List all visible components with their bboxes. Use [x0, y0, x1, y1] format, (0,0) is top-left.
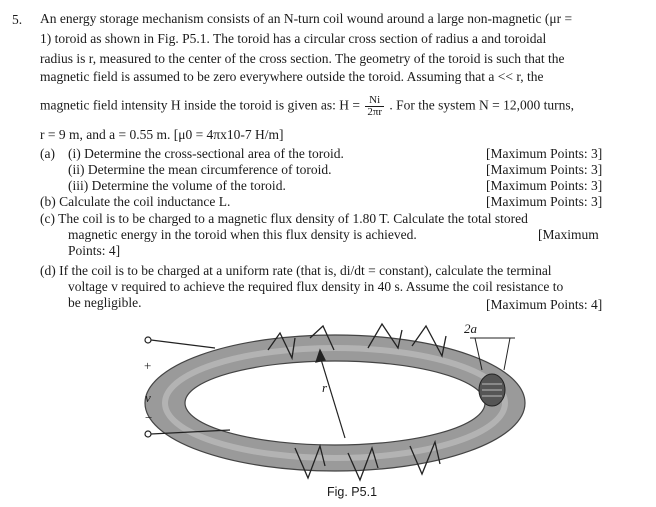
given-values: r = 9 m, and a = 0.55 m. [μ0 = 4πx10-7 H/m] [40, 127, 284, 142]
part-d-line-3: be negligible. [68, 295, 142, 310]
part-d-points: [Maximum Points: 4] [486, 297, 603, 312]
part-b: (b) Calculate the coil inductance L. [40, 194, 231, 209]
cross-section-icon [479, 374, 505, 406]
figure-caption: Fig. P5.1 [327, 485, 378, 499]
field-formula [365, 95, 384, 118]
label-plus: + [144, 358, 152, 373]
formula-numerator: Ni [365, 95, 384, 107]
label-2a: 2a [464, 321, 477, 336]
intro-line-2: 1) toroid as shown in Fig. P5.1. The toroid has a circular cross section of radius a and toroidal [40, 31, 547, 46]
part-b-points: [Maximum Points: 3] [486, 194, 603, 209]
part-c-line-2: magnetic energy in the toroid when this flux density is achieved. [68, 227, 417, 242]
intro-line-5-pre: magnetic field intensity H inside the toroid is given as: H = [40, 97, 360, 113]
part-a-iii-points: [Maximum Points: 3] [486, 178, 603, 193]
part-c-points-a: [Maximum [538, 227, 599, 242]
toroid-inner-hole [185, 361, 485, 445]
part-d-line-2: voltage v required to achieve the required flux density in 40 s. Assume the coil resistance to [68, 279, 564, 294]
toroid-figure [120, 318, 540, 503]
part-a-label: (a) [40, 146, 55, 161]
part-d-line-1: (d) If the coil is to be charged at a uniform rate (that is, di/dt = constant), calculate the terminal [40, 263, 552, 278]
formula-denominator: 2πr [367, 106, 383, 118]
label-minus: − [145, 410, 153, 425]
intro-line-1: An energy storage mechanism consists of an N-turn coil wound around a large non-magnetic (μr = [40, 11, 573, 26]
part-a-i: (i) Determine the cross-sectional area of the toroid. [68, 146, 344, 161]
intro-line-3: radius is r, measured to the center of the cross section. The geometry of the toroid is such that the [40, 51, 565, 66]
label-v: v [145, 390, 151, 405]
question-number: 5. [12, 12, 23, 27]
part-c-line-1: (c) The coil is to be charged to a magnetic flux density of 1.80 T. Calculate the total stored [40, 211, 528, 226]
part-a-iii: (iii) Determine the volume of the toroid. [68, 178, 286, 193]
part-a-i-points: [Maximum Points: 3] [486, 146, 603, 161]
intro-line-4: magnetic field is assumed to be zero everywhere outside the toroid. Assuming that a << r, the [40, 69, 544, 84]
part-c-points-b: Points: 4] [68, 243, 121, 258]
part-a-ii-points: [Maximum Points: 3] [486, 162, 603, 177]
intro-line-5 [40, 95, 574, 118]
intro-line-5-post: . For the system N = 12,000 turns, [389, 97, 575, 113]
label-r: r [322, 380, 328, 395]
part-a-ii: (ii) Determine the mean circumference of toroid. [68, 162, 332, 177]
